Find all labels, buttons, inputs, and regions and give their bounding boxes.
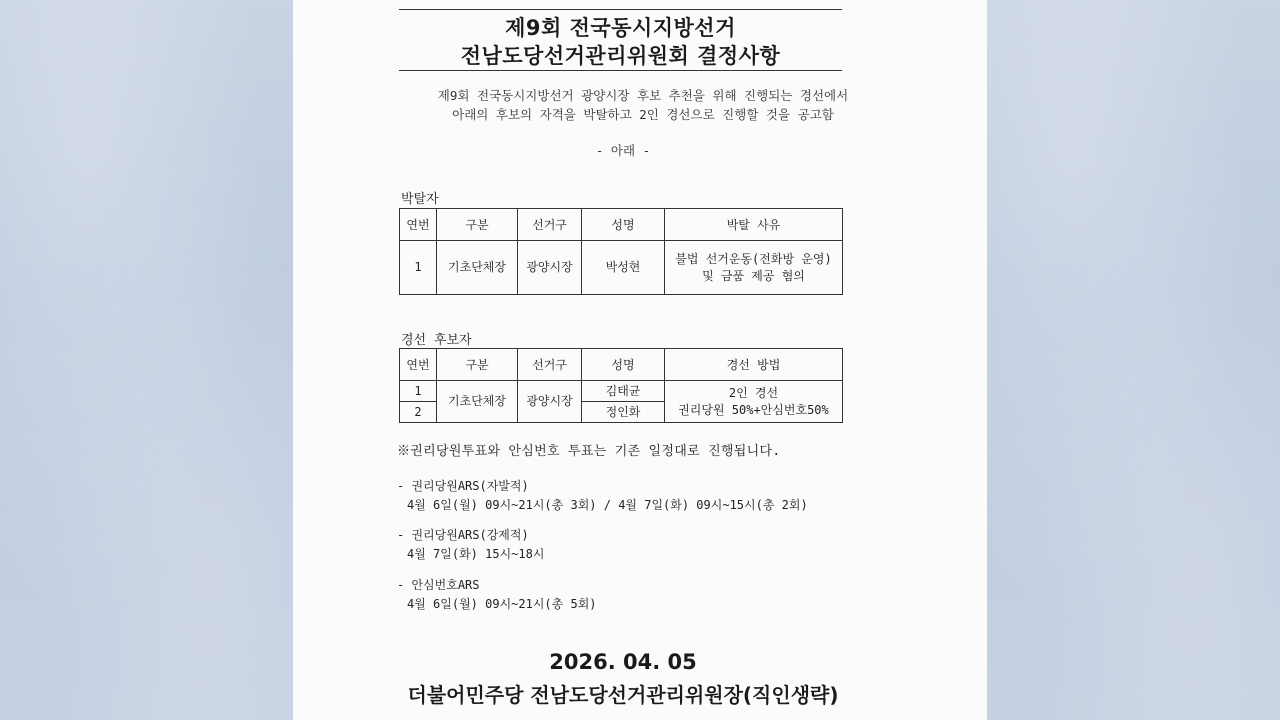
header-division: 구분: [437, 209, 518, 241]
voting-note: ※권리당원투표와 안심번호 투표는 기존 일정대로 진행됩니다.: [397, 444, 781, 459]
header-district: 선거구: [518, 209, 582, 241]
cell-name: 박성현: [582, 241, 665, 295]
cell-name: 정인화: [582, 402, 665, 423]
table-row: [400, 241, 843, 295]
cell-method: [665, 381, 843, 423]
schedule-title: - 권리당원ARS(자발적): [397, 479, 529, 493]
intro-line2: 아래의 후보의 자격을 박탈하고 2인 경선으로 진행할 것을 공고함: [452, 107, 834, 122]
cell-district: 광양시장: [518, 381, 582, 423]
cell-reason: [665, 241, 843, 295]
schedule-title: - 권리당원ARS(강제적): [397, 528, 529, 542]
table-header-row: [400, 349, 843, 381]
cell-no: 2: [400, 402, 437, 423]
header-method: 경선 방법: [665, 349, 843, 381]
schedule-when: 4월 7일(화) 15시~18시: [407, 547, 545, 561]
cell-district: 광양시장: [518, 241, 582, 295]
table-header-row: [400, 209, 843, 241]
cell-no: 1: [400, 381, 437, 402]
schedule-item: [397, 576, 597, 614]
announcement-document: [293, 0, 987, 720]
cell-name: 김태균: [582, 381, 665, 402]
method-line1: 2인 경선: [728, 385, 779, 400]
cell-division: 기초단체장: [437, 241, 518, 295]
schedule-when: 4월 6일(월) 09시~21시(총 5회): [407, 597, 597, 611]
disqualified-table: [399, 208, 843, 295]
schedule-item: [397, 477, 808, 515]
reason-line1: 불법 선거운동(전화방 운영): [675, 251, 832, 266]
disqualified-section-label: 박탈자: [401, 192, 439, 207]
top-rule: [399, 9, 842, 10]
table-row: [400, 381, 843, 402]
background-left: [0, 0, 293, 720]
header-name: 성명: [582, 349, 665, 381]
candidates-section-label: 경선 후보자: [401, 333, 472, 348]
title-underline: [399, 70, 842, 71]
method-line2: 권리당원 50%+안심번호50%: [678, 402, 829, 417]
candidates-table: [399, 348, 843, 423]
document-title-line1: 제9회 전국동시지방선거: [505, 16, 736, 40]
schedule-when: 4월 6일(월) 09시~21시(총 3회) / 4월 7일(화) 09시~15시(총 2회): [407, 498, 808, 512]
intro-line1: 제9회 전국동시지방선거 광양시장 후보 추천을 위해 진행되는 경선에서: [437, 88, 849, 103]
document-title-line2: 전남도당선거관리위원회 결정사항: [460, 44, 781, 68]
cell-division: 기초단체장: [437, 381, 518, 423]
header-name: 성명: [582, 209, 665, 241]
header-district: 선거구: [518, 349, 582, 381]
below-marker: - 아래 -: [595, 143, 651, 158]
header-no: 연번: [400, 209, 437, 241]
header-division: 구분: [437, 349, 518, 381]
reason-line2: 및 금품 제공 혐의: [702, 268, 805, 283]
announcement-date: 2026. 04. 05: [549, 650, 697, 674]
schedule-title: - 안심번호ARS: [397, 578, 480, 592]
header-reason: 박탈 사유: [665, 209, 843, 241]
schedule-item: [397, 526, 544, 564]
background-right: [987, 0, 1280, 720]
cell-no: 1: [400, 241, 437, 295]
header-no: 연번: [400, 349, 437, 381]
signer: 더불어민주당 전남도당선거관리위원장(직인생략): [407, 683, 839, 707]
